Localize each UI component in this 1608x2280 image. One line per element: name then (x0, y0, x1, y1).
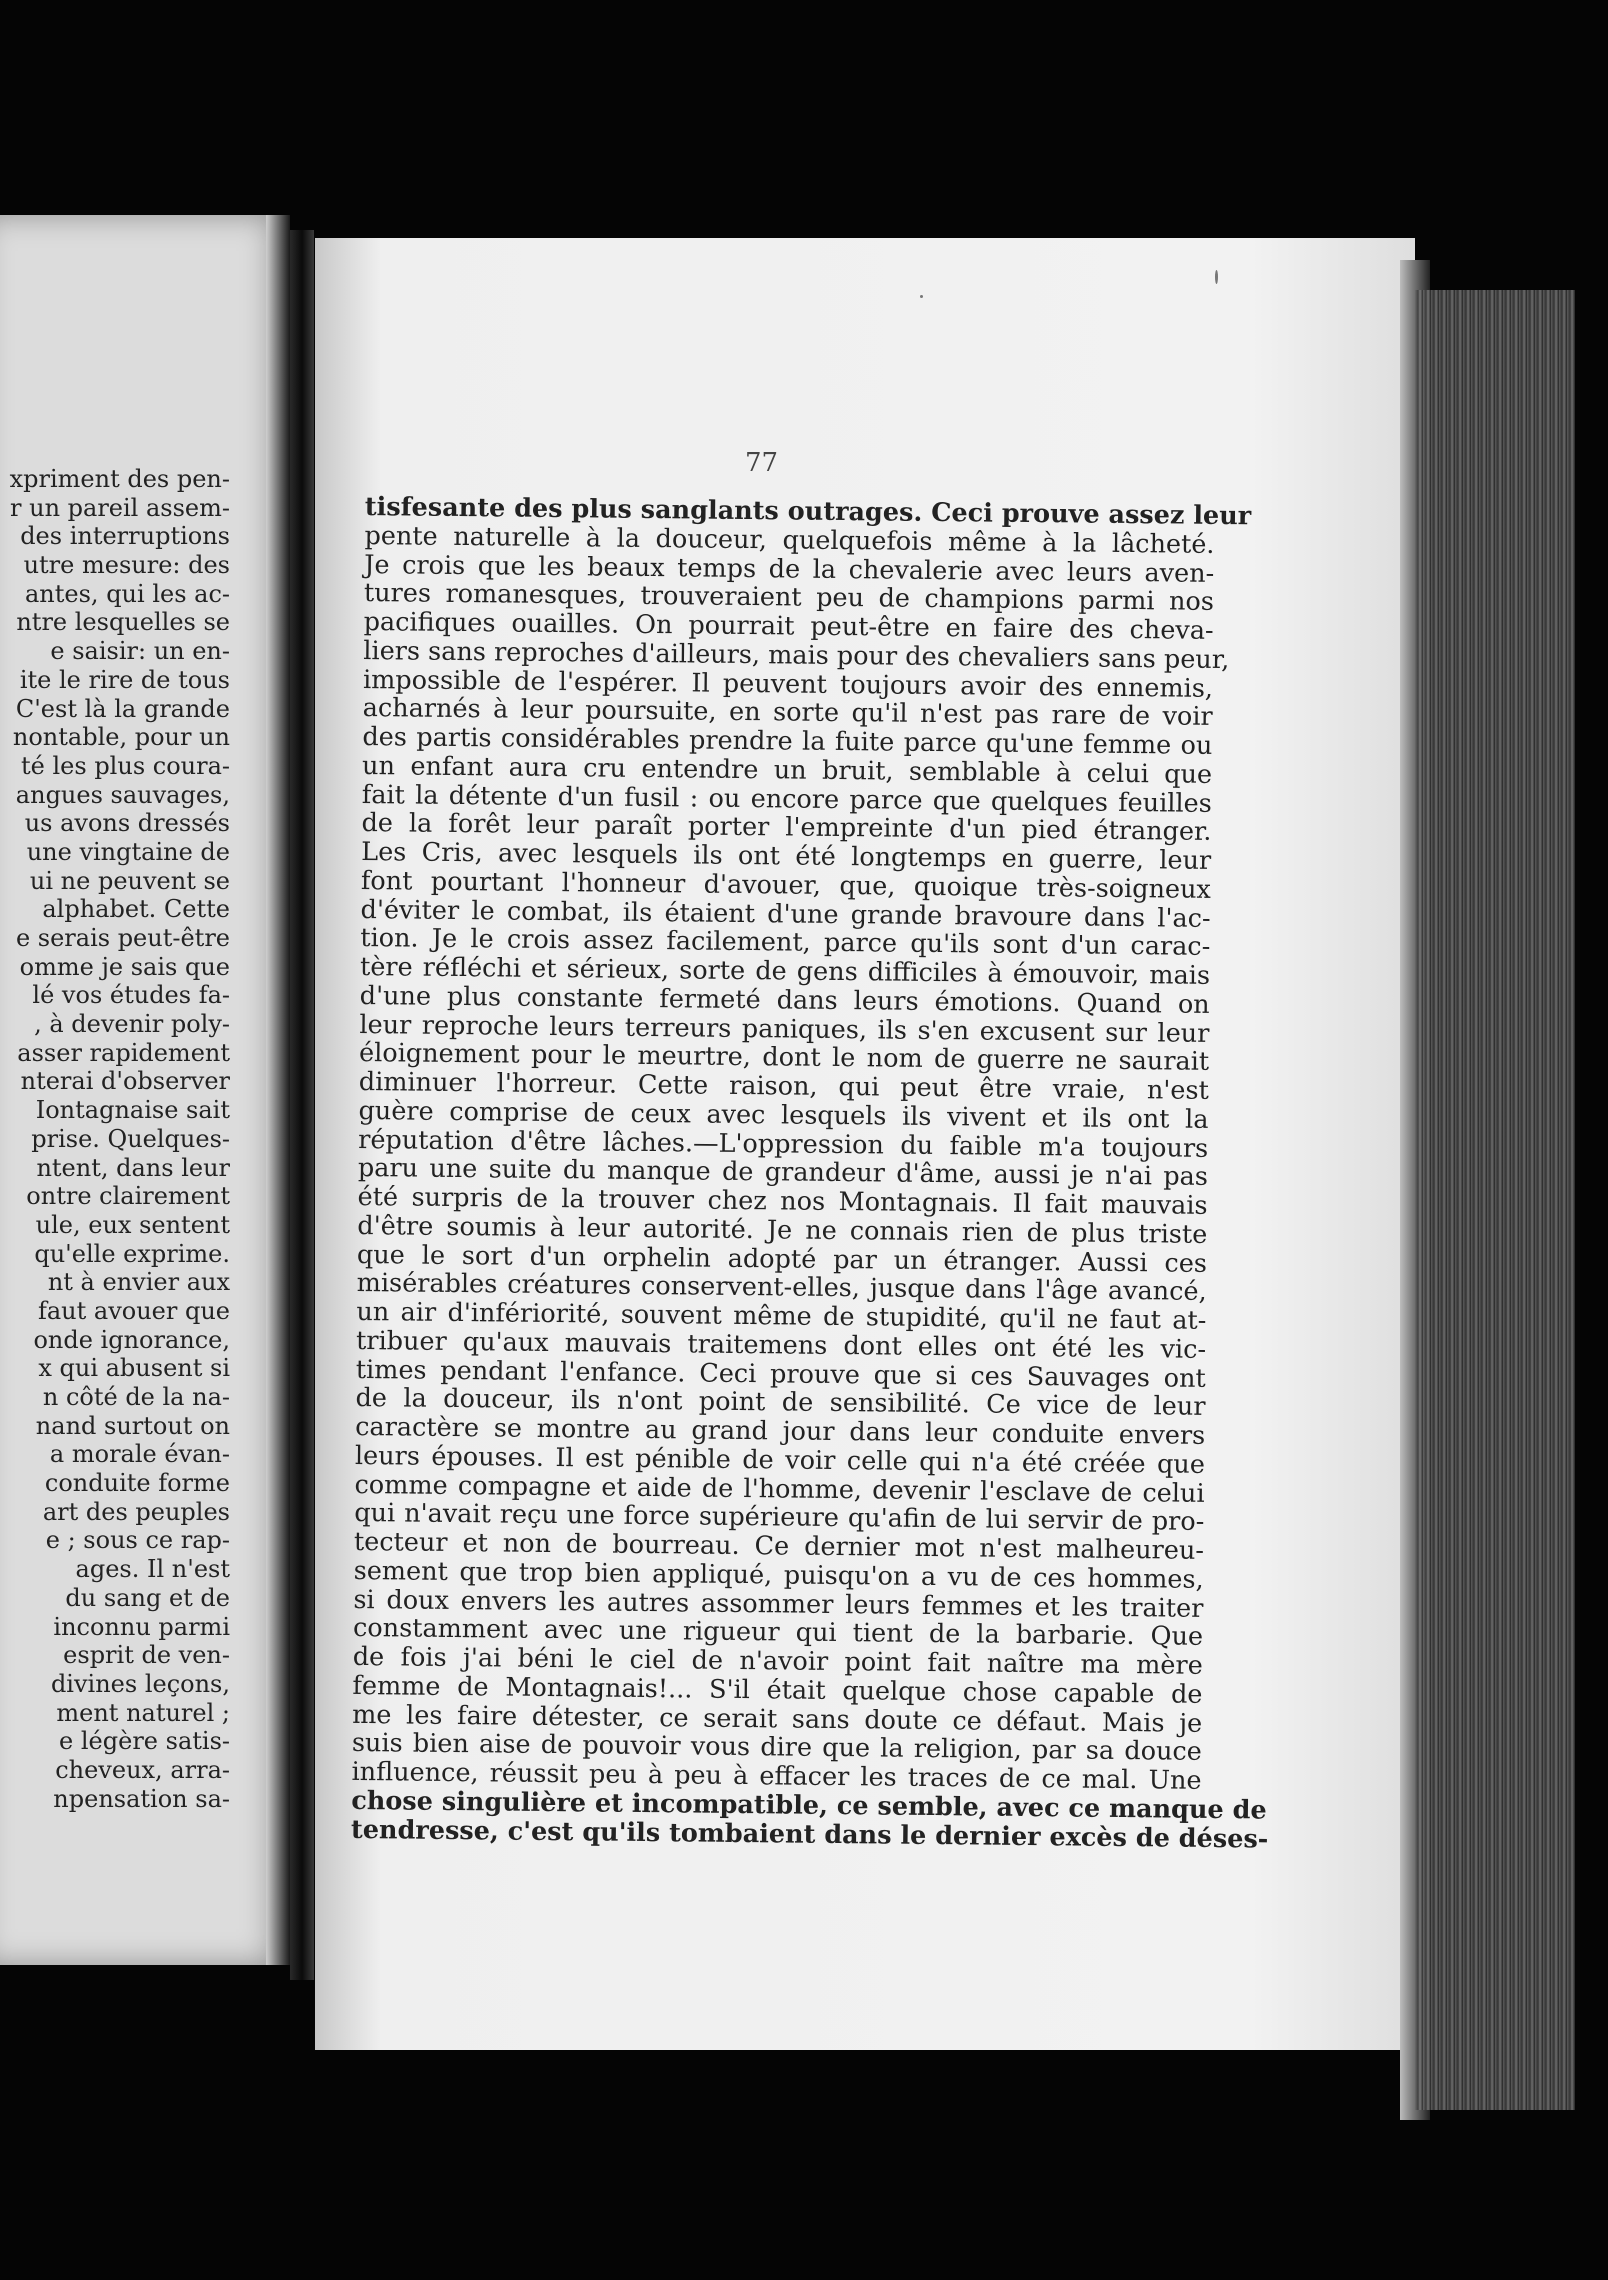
left-page-line: npensation sa- (53, 1784, 230, 1813)
text-line: times pendant l'enfance. Ceci prouve que si ces Sauvages ont (355, 1354, 1206, 1394)
left-page-line: nontable, pour un (12, 723, 230, 752)
text-line: Les Cris, avec lesquels ils ont été longtemps en guerre, leur (361, 836, 1212, 876)
text-line: qui n'avait reçu une force supérieure qu'afin de lui servir de pro- (354, 1498, 1205, 1538)
text-line: tion. Je le crois assez facilement, parce qu'ils sont d'un carac- (360, 923, 1211, 963)
speck (920, 295, 923, 298)
text-line: d'éviter le combat, ils étaient d'une grande bravoure dans l'ac- (360, 894, 1211, 934)
left-page-line: ment naturel ; (56, 1698, 230, 1727)
left-page-line: e saisir: un en- (50, 637, 230, 666)
text-line: d'être soumis à leur autorité. Je ne connais rien de plus triste (357, 1210, 1208, 1250)
left-page-line: cheveux, arra- (55, 1755, 230, 1784)
left-page-line: asser rapidement (17, 1038, 230, 1067)
text-line: pente naturelle à la douceur, quelquefois même à la lâcheté. (364, 520, 1215, 560)
text-line: si doux envers les autres assommer leurs femmes et les traiter (353, 1584, 1204, 1624)
left-page-line: xpriment des pen- (9, 465, 230, 493)
text-line: leur reproche leurs terreurs paniques, ils s'en excusent sur leur (359, 1009, 1210, 1049)
left-page-line: angues sauvages, (15, 780, 230, 809)
speck (1215, 270, 1218, 284)
text-line: tère réfléchi et sérieux, sorte de gens difficiles à émouvoir, mais (359, 951, 1211, 991)
left-page-line: ntent, dans leur (36, 1153, 230, 1182)
text-line: impossible de l'espérer. Il peuvent toujours avoir des ennemis, (362, 664, 1214, 704)
left-page-line: une vingtaine de (26, 837, 230, 866)
text-line: des partis considérables prendre la fuite parce qu'une femme ou (362, 721, 1213, 761)
text-line: tisfesante des plus sanglants outrages. Ceci prouve assez leur (364, 492, 1252, 532)
text-line: fait la détente d'un fusil : ou encore parce que quelques feuilles (361, 779, 1212, 819)
text-line: tribuer qu'aux mauvais traitemens dont elles ont été les vic- (355, 1325, 1207, 1365)
text-line: leurs épouses. Il est pénible de voir celle qui n'a été créée que (354, 1440, 1206, 1480)
text-line: réputation d'être lâches.—L'oppression du faible m'a toujours (358, 1124, 1209, 1164)
left-page-line: onde ignorance, (33, 1325, 230, 1354)
text-line: acharnés à leur poursuite, en sorte qu'il n'est pas rare de voir (362, 693, 1213, 733)
text-line: de la forêt leur paraît porter l'empreinte d'un pied étranger. (361, 808, 1212, 848)
right-page-text (350, 492, 1269, 1855)
left-page-line: ages. Il n'est (75, 1555, 230, 1584)
left-page-line: r un pareil assem- (10, 493, 230, 522)
left-page-line: omme je sais que (19, 952, 230, 981)
book-page-edges (1415, 290, 1575, 2110)
left-page-line: alphabet. Cette (42, 895, 230, 924)
left-page-line: prise. Quelques- (31, 1124, 230, 1153)
text-line: misérables créatures conservent-elles, jusque dans l'âge avancé, (356, 1268, 1207, 1308)
text-line: que le sort d'un orphelin adopté par un étranger. Aussi ces (356, 1239, 1208, 1279)
left-page-line: e légère satis- (59, 1727, 230, 1756)
left-page-line: nand surtout on (35, 1411, 230, 1440)
left-page-line: x qui abusent si (38, 1354, 230, 1383)
text-line: pacifiques ouailles. On pourrait peut-être en faire des cheva- (363, 606, 1214, 646)
left-page-line: ontre clairement (26, 1182, 230, 1211)
text-line: tecteur et non de bourreau. Ce dernier mot n'est malheureu- (353, 1526, 1205, 1566)
left-page-line: , à devenir poly- (34, 1010, 230, 1039)
left-page-line: antes, qui les ac- (25, 579, 230, 608)
left-page-line: qu'elle exprime. (34, 1239, 230, 1268)
left-page-line: C'est là la grande (15, 694, 230, 723)
text-line: influence, réussit peu à peu à effacer les traces de ce mal. Une (351, 1756, 1202, 1796)
text-line: sement que trop bien appliqué, puisqu'on a vu de ces hommes, (353, 1555, 1204, 1595)
left-page-line: inconnu parmi (53, 1612, 230, 1641)
text-line: de la douceur, ils n'ont point de sensibilité. Ce vice de leur (355, 1383, 1206, 1423)
left-page-text (10, 465, 230, 1813)
page-number: 77 (745, 448, 779, 478)
left-page-line: ule, eux sentent (35, 1210, 230, 1239)
text-line: tures romanesques, trouveraient peu de champions parmi nos (363, 578, 1215, 618)
left-page-line: lé vos études fa- (32, 981, 230, 1010)
text-line: tendresse, c'est qu'ils tombaient dans le dernier excès de déses- (350, 1814, 1269, 1855)
left-page-line: n côté de la na- (42, 1383, 230, 1411)
text-line: paru une suite du manque de grandeur d'âme, aussi je n'ai pas (357, 1153, 1209, 1193)
text-line: un enfant aura cru entendre un bruit, semblable à celui que (361, 750, 1213, 790)
left-page-line: des interruptions (20, 522, 230, 551)
left-page-line: a morale évan- (49, 1440, 230, 1469)
left-page-line: us avons dressés (24, 809, 230, 838)
text-line: Je crois que les beaux temps de la chevalerie avec leurs aven- (364, 549, 1215, 589)
text-line: de fois j'ai béni le ciel de n'avoir point fait naître ma mère (352, 1641, 1203, 1681)
left-page-line: nterai d'observer (20, 1067, 230, 1096)
left-page-line: utre mesure: des (23, 551, 230, 580)
text-line: comme compagne et aide de l'homme, devenir l'esclave de celui (354, 1469, 1205, 1509)
text-line: un air d'infériorité, souvent même de stupidité, qu'il ne faut at- (356, 1296, 1207, 1336)
left-page-line: du sang et de (65, 1583, 230, 1612)
text-line: me les faire détester, ce serait sans doute ce défaut. Mais je (352, 1699, 1203, 1739)
left-page-line: ite le rire de tous (19, 665, 230, 694)
left-page-line: divines leçons, (50, 1669, 230, 1698)
text-line: femme de Montagnais!... S'il était quelque chose capable de (352, 1670, 1203, 1710)
left-page-line: ntre lesquelles se (16, 608, 230, 637)
left-page-line: conduite forme (44, 1469, 230, 1498)
left-page-fold (266, 215, 290, 1965)
text-line: été surpris de la trouver chez nos Montagnais. Il fait mauvais (357, 1181, 1208, 1221)
text-line: diminuer l'horreur. Cette raison, qui peut être vraie, n'est (358, 1066, 1209, 1106)
left-page-line: ui ne peuvent se (29, 866, 230, 895)
text-line: liers sans reproches d'ailleurs, mais pour des chevaliers sans peur, (363, 635, 1230, 675)
left-page-line: té les plus coura- (21, 751, 230, 780)
left-page-line: e ; sous ce rap- (45, 1526, 230, 1555)
text-line: d'une plus constante fermeté dans leurs émotions. Quand on (359, 980, 1210, 1020)
text-line: guère comprise de ceux avec lesquels ils vivent et ils ont la (358, 1095, 1209, 1135)
left-page-line: nt à envier aux (47, 1268, 230, 1297)
left-page-line: Iontagnaise sait (35, 1096, 230, 1125)
left-page (0, 215, 290, 1965)
left-page-line: esprit de ven- (63, 1641, 230, 1670)
book-gutter (290, 230, 314, 1980)
left-page-line: e serais peut-être (15, 924, 230, 952)
left-page-line: faut avouer que (37, 1296, 230, 1325)
right-page (315, 238, 1415, 2050)
left-page-line: art des peuples (42, 1497, 230, 1526)
text-line: constamment avec une rigueur qui tient de la barbarie. Que (352, 1613, 1204, 1653)
text-line: chose singulière et incompatible, ce semble, avec ce manque de (351, 1785, 1267, 1826)
text-line: font pourtant l'honneur d'avouer, que, quoique très-soigneux (360, 865, 1212, 905)
text-line: caractère se montre au grand jour dans leur conduite envers (355, 1411, 1206, 1451)
text-line: éloignement pour le meurtre, dont le nom de guerre ne saurait (358, 1038, 1210, 1078)
text-line: suis bien aise de pouvoir vous dire que la religion, par sa douce (351, 1728, 1203, 1768)
